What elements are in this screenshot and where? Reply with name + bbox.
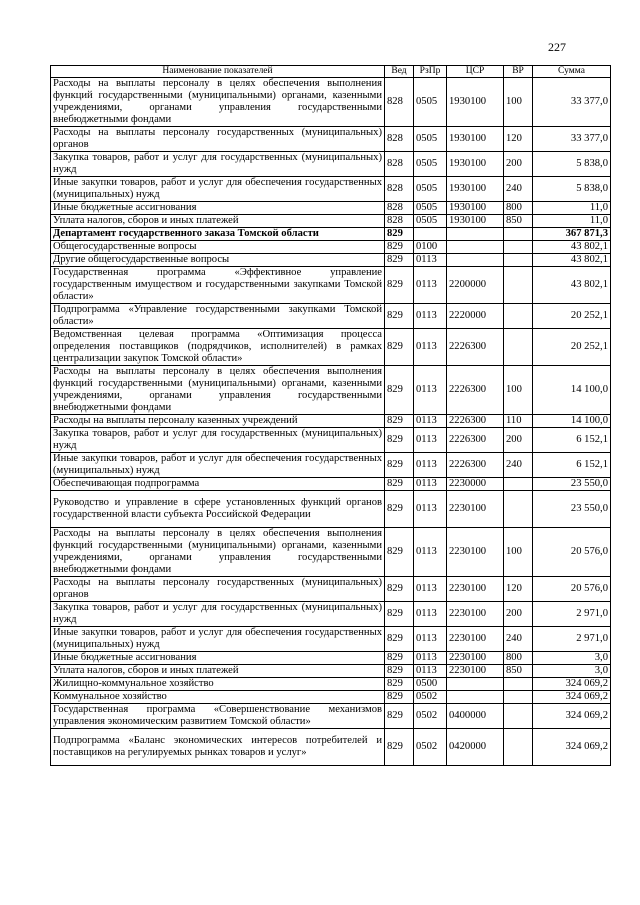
cell-vr: 200	[504, 602, 533, 627]
cell-rzpr: 0113	[414, 652, 447, 665]
table-row	[51, 577, 611, 602]
cell-ved: 829	[385, 428, 414, 453]
cell-name: Расходы на выплаты персоналу государственных (муниципальных) органов	[51, 577, 385, 602]
cell-ved: 829	[385, 304, 414, 329]
header-name: Наименование показателей	[51, 66, 385, 78]
table-row	[51, 267, 611, 304]
cell-rzpr: 0113	[414, 329, 447, 366]
cell-sum: 6 152,1	[533, 428, 611, 453]
cell-rzpr: 0502	[414, 729, 447, 766]
table-row	[51, 453, 611, 478]
cell-sum: 11,0	[533, 215, 611, 228]
cell-sum: 23 550,0	[533, 478, 611, 491]
table-row	[51, 602, 611, 627]
cell-ved: 829	[385, 665, 414, 678]
cell-csr: 2230000	[447, 478, 504, 491]
cell-sum: 367 871,3	[533, 228, 611, 241]
cell-ved: 828	[385, 78, 414, 127]
cell-vr: 120	[504, 127, 533, 152]
cell-ved: 828	[385, 215, 414, 228]
cell-rzpr: 0502	[414, 704, 447, 729]
cell-name: Расходы на выплаты персоналу в целях обеспечения выполнения функций государственными (муниципальными) органами, казенными учреждениями, органами управления государственными внебюджетными фондами	[51, 366, 385, 415]
header-sum: Сумма	[533, 66, 611, 78]
cell-rzpr: 0113	[414, 602, 447, 627]
table-row	[51, 366, 611, 415]
cell-vr: 110	[504, 415, 533, 428]
cell-rzpr: 0113	[414, 627, 447, 652]
cell-sum: 2 971,0	[533, 602, 611, 627]
cell-vr: 240	[504, 453, 533, 478]
cell-name: Расходы на выплаты персоналу казенных учреждений	[51, 415, 385, 428]
cell-rzpr: 0113	[414, 428, 447, 453]
cell-ved: 829	[385, 678, 414, 691]
cell-name: Общегосударственные вопросы	[51, 241, 385, 254]
table-body	[51, 78, 611, 766]
cell-ved: 829	[385, 241, 414, 254]
cell-csr: 1930100	[447, 78, 504, 127]
table-row	[51, 652, 611, 665]
cell-vr: 100	[504, 366, 533, 415]
cell-name: Коммунальное хозяйство	[51, 691, 385, 704]
cell-csr: 2230100	[447, 665, 504, 678]
header-rzpr: РзПр	[414, 66, 447, 78]
cell-ved: 829	[385, 453, 414, 478]
cell-name: Государственная программа «Эффективное управление государственным имуществом и государственными закупками Томской области»	[51, 267, 385, 304]
cell-vr	[504, 491, 533, 528]
cell-vr	[504, 267, 533, 304]
cell-ved: 829	[385, 478, 414, 491]
cell-csr: 2230100	[447, 577, 504, 602]
cell-sum: 2 971,0	[533, 627, 611, 652]
cell-vr: 800	[504, 652, 533, 665]
cell-ved: 829	[385, 228, 414, 241]
table-row	[51, 428, 611, 453]
cell-csr: 2230100	[447, 627, 504, 652]
cell-sum: 43 802,1	[533, 241, 611, 254]
cell-csr: 1930100	[447, 215, 504, 228]
cell-vr: 850	[504, 215, 533, 228]
cell-name: Подпрограмма «Баланс экономических интересов потребителей и поставщиков на регулируемых рынках товаров и услуг»	[51, 729, 385, 766]
cell-rzpr: 0505	[414, 78, 447, 127]
cell-name: Расходы на выплаты персоналу государственных (муниципальных) органов	[51, 127, 385, 152]
table-row	[51, 304, 611, 329]
cell-vr	[504, 691, 533, 704]
table-row	[51, 152, 611, 177]
cell-rzpr: 0505	[414, 177, 447, 202]
cell-csr: 2200000	[447, 267, 504, 304]
cell-name: Руководство и управление в сфере установленных функций органов государственной власти субъекта Российской Федерации	[51, 491, 385, 528]
cell-csr: 2226300	[447, 366, 504, 415]
cell-sum: 6 152,1	[533, 453, 611, 478]
cell-csr: 0400000	[447, 704, 504, 729]
cell-sum: 23 550,0	[533, 491, 611, 528]
cell-csr	[447, 691, 504, 704]
table-row	[51, 704, 611, 729]
table-row	[51, 491, 611, 528]
cell-vr	[504, 729, 533, 766]
cell-vr	[504, 304, 533, 329]
cell-name: Расходы на выплаты персоналу в целях обеспечения выполнения функций государственными (муниципальными) органами, казенными учреждениями, органами управления государственными внебюджетными фондами	[51, 528, 385, 577]
cell-name: Закупка товаров, работ и услуг для государственных (муниципальных) нужд	[51, 602, 385, 627]
cell-name: Иные бюджетные ассигнования	[51, 652, 385, 665]
header-ved: Вед	[385, 66, 414, 78]
table-row	[51, 678, 611, 691]
table-row	[51, 241, 611, 254]
cell-ved: 828	[385, 202, 414, 215]
cell-rzpr: 0113	[414, 304, 447, 329]
cell-name: Расходы на выплаты персоналу в целях обеспечения выполнения функций государственными (муниципальными) органами, казенными учреждениями, органами управления государственными внебюджетными фондами	[51, 78, 385, 127]
table-row	[51, 228, 611, 241]
cell-csr: 2226300	[447, 453, 504, 478]
cell-vr	[504, 241, 533, 254]
table-row	[51, 202, 611, 215]
cell-csr: 2226300	[447, 415, 504, 428]
cell-rzpr: 0505	[414, 152, 447, 177]
cell-csr: 2230100	[447, 491, 504, 528]
cell-vr	[504, 478, 533, 491]
cell-sum: 3,0	[533, 665, 611, 678]
cell-ved: 829	[385, 528, 414, 577]
cell-ved: 828	[385, 152, 414, 177]
cell-name: Обеспечивающая подпрограмма	[51, 478, 385, 491]
cell-csr: 2220000	[447, 304, 504, 329]
cell-csr	[447, 241, 504, 254]
cell-ved: 829	[385, 254, 414, 267]
cell-sum: 20 576,0	[533, 528, 611, 577]
cell-sum: 324 069,2	[533, 678, 611, 691]
cell-name: Уплата налогов, сборов и иных платежей	[51, 215, 385, 228]
table-row	[51, 329, 611, 366]
cell-vr: 850	[504, 665, 533, 678]
table-row	[51, 627, 611, 652]
table-row	[51, 729, 611, 766]
cell-sum: 14 100,0	[533, 415, 611, 428]
cell-rzpr	[414, 228, 447, 241]
cell-rzpr: 0100	[414, 241, 447, 254]
cell-vr: 100	[504, 528, 533, 577]
cell-ved: 829	[385, 729, 414, 766]
table-header-row	[51, 66, 611, 78]
cell-sum: 20 252,1	[533, 304, 611, 329]
cell-ved: 829	[385, 366, 414, 415]
table-row	[51, 691, 611, 704]
cell-sum: 11,0	[533, 202, 611, 215]
table-row	[51, 254, 611, 267]
cell-vr: 240	[504, 177, 533, 202]
cell-vr	[504, 254, 533, 267]
cell-vr: 100	[504, 78, 533, 127]
cell-vr	[504, 329, 533, 366]
cell-sum: 5 838,0	[533, 152, 611, 177]
cell-sum: 43 802,1	[533, 267, 611, 304]
cell-rzpr: 0113	[414, 491, 447, 528]
cell-rzpr: 0505	[414, 215, 447, 228]
cell-name: Иные бюджетные ассигнования	[51, 202, 385, 215]
cell-csr: 2230100	[447, 528, 504, 577]
cell-rzpr: 0113	[414, 415, 447, 428]
cell-csr: 2226300	[447, 428, 504, 453]
cell-rzpr: 0500	[414, 678, 447, 691]
header-vr: ВР	[504, 66, 533, 78]
cell-name: Иные закупки товаров, работ и услуг для обеспечения государственных (муниципальных) нужд	[51, 177, 385, 202]
cell-name: Уплата налогов, сборов и иных платежей	[51, 665, 385, 678]
cell-rzpr: 0502	[414, 691, 447, 704]
cell-csr	[447, 228, 504, 241]
cell-csr: 1930100	[447, 152, 504, 177]
cell-vr	[504, 704, 533, 729]
cell-name: Иные закупки товаров, работ и услуг для обеспечения государственных (муниципальных) нужд	[51, 453, 385, 478]
table-row	[51, 127, 611, 152]
cell-name: Подпрограмма «Управление государственными закупками Томской области»	[51, 304, 385, 329]
cell-vr: 240	[504, 627, 533, 652]
budget-table	[50, 65, 611, 766]
cell-csr: 2230100	[447, 602, 504, 627]
cell-rzpr: 0113	[414, 267, 447, 304]
cell-rzpr: 0505	[414, 202, 447, 215]
cell-vr: 200	[504, 428, 533, 453]
cell-sum: 324 069,2	[533, 691, 611, 704]
cell-rzpr: 0113	[414, 453, 447, 478]
cell-csr	[447, 678, 504, 691]
cell-sum: 324 069,2	[533, 729, 611, 766]
cell-rzpr: 0113	[414, 528, 447, 577]
cell-sum: 14 100,0	[533, 366, 611, 415]
cell-ved: 829	[385, 691, 414, 704]
cell-ved: 829	[385, 267, 414, 304]
cell-rzpr: 0113	[414, 665, 447, 678]
cell-csr: 1930100	[447, 127, 504, 152]
cell-ved: 829	[385, 491, 414, 528]
cell-rzpr: 0113	[414, 254, 447, 267]
cell-csr: 2230100	[447, 652, 504, 665]
cell-vr: 120	[504, 577, 533, 602]
table-row	[51, 528, 611, 577]
cell-vr: 200	[504, 152, 533, 177]
cell-name: Закупка товаров, работ и услуг для государственных (муниципальных) нужд	[51, 152, 385, 177]
cell-rzpr: 0505	[414, 127, 447, 152]
cell-csr: 1930100	[447, 177, 504, 202]
cell-vr	[504, 678, 533, 691]
cell-ved: 829	[385, 627, 414, 652]
cell-ved: 829	[385, 415, 414, 428]
cell-sum: 33 377,0	[533, 78, 611, 127]
cell-csr: 2226300	[447, 329, 504, 366]
cell-ved: 829	[385, 329, 414, 366]
cell-name: Государственная программа «Совершенствование механизмов управления экономическим развитием Томской области»	[51, 704, 385, 729]
cell-vr	[504, 228, 533, 241]
table-row	[51, 177, 611, 202]
cell-ved: 828	[385, 177, 414, 202]
cell-rzpr: 0113	[414, 478, 447, 491]
cell-ved: 829	[385, 577, 414, 602]
cell-ved: 829	[385, 652, 414, 665]
cell-sum: 33 377,0	[533, 127, 611, 152]
cell-vr: 800	[504, 202, 533, 215]
cell-name: Другие общегосударственные вопросы	[51, 254, 385, 267]
cell-sum: 20 252,1	[533, 329, 611, 366]
cell-csr: 1930100	[447, 202, 504, 215]
cell-sum: 5 838,0	[533, 177, 611, 202]
table-row	[51, 78, 611, 127]
cell-sum: 324 069,2	[533, 704, 611, 729]
cell-rzpr: 0113	[414, 577, 447, 602]
cell-sum: 3,0	[533, 652, 611, 665]
cell-name: Жилищно-коммунальное хозяйство	[51, 678, 385, 691]
header-csr: ЦСР	[447, 66, 504, 78]
table-row	[51, 215, 611, 228]
cell-sum: 43 802,1	[533, 254, 611, 267]
cell-name: Закупка товаров, работ и услуг для государственных (муниципальных) нужд	[51, 428, 385, 453]
cell-sum: 20 576,0	[533, 577, 611, 602]
cell-name: Ведомственная целевая программа «Оптимизация процесса определения поставщиков (подрядчиков, исполнителей) в рамках централизации закупок Томской области»	[51, 329, 385, 366]
cell-name: Департамент государственного заказа Томской области	[51, 228, 385, 241]
cell-csr: 0420000	[447, 729, 504, 766]
cell-ved: 829	[385, 704, 414, 729]
table-row	[51, 665, 611, 678]
cell-rzpr: 0113	[414, 366, 447, 415]
page-number: 227	[548, 40, 566, 54]
cell-ved: 828	[385, 127, 414, 152]
cell-ved: 829	[385, 602, 414, 627]
cell-name: Иные закупки товаров, работ и услуг для обеспечения государственных (муниципальных) нужд	[51, 627, 385, 652]
table-row	[51, 478, 611, 491]
table-row	[51, 415, 611, 428]
cell-csr	[447, 254, 504, 267]
